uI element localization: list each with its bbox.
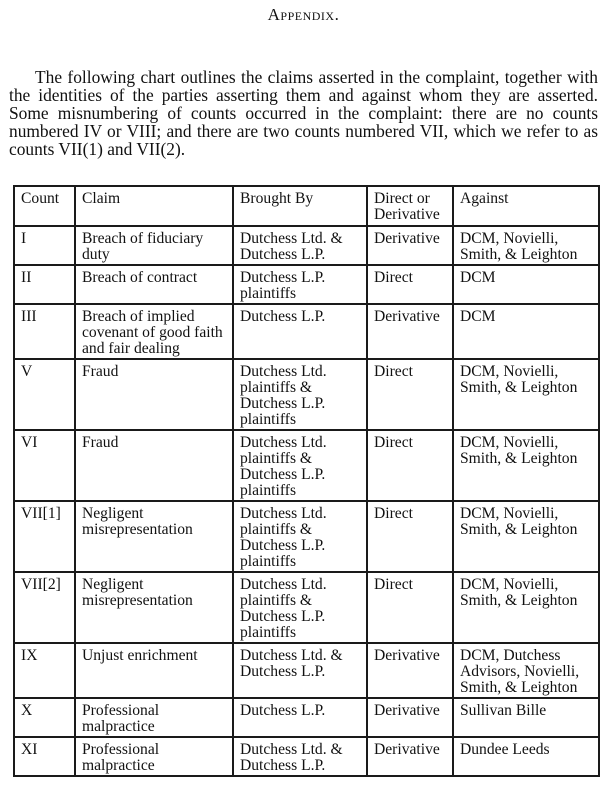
cell-brought-by: Dutchess Ltd. & Dutchess L.P.: [233, 737, 367, 776]
table-body: [14, 226, 599, 776]
cell-brought-by: Dutchess Ltd. plaintiffs & Dutchess L.P. plaintiffs: [233, 430, 367, 501]
cell-type: Direct: [367, 265, 453, 304]
cell-against: DCM, Novielli, Smith, & Leighton: [453, 359, 599, 430]
cell-count: XI: [14, 737, 75, 776]
table-row: [14, 643, 599, 698]
cell-claim: Breach of contract: [75, 265, 233, 304]
cell-brought-by: Dutchess Ltd. plaintiffs & Dutchess L.P. plaintiffs: [233, 359, 367, 430]
cell-brought-by: Dutchess Ltd. & Dutchess L.P.: [233, 226, 367, 265]
cell-against: DCM, Novielli, Smith, & Leighton: [453, 501, 599, 572]
header-against: Against: [453, 186, 599, 226]
cell-count: I: [14, 226, 75, 265]
header-direct-or-derivative: Direct or Derivative: [367, 186, 453, 226]
header-count: Count: [14, 186, 75, 226]
cell-count: IX: [14, 643, 75, 698]
cell-claim: Professional malpractice: [75, 698, 233, 737]
cell-claim: Fraud: [75, 430, 233, 501]
claims-table: [13, 185, 600, 777]
table-row: [14, 430, 599, 501]
cell-type: Derivative: [367, 737, 453, 776]
cell-against: DCM, Novielli, Smith, & Leighton: [453, 430, 599, 501]
cell-brought-by: Dutchess Ltd. plaintiffs & Dutchess L.P. plaintiffs: [233, 501, 367, 572]
cell-count: VII[1]: [14, 501, 75, 572]
appendix-heading: Appendix.: [267, 5, 340, 24]
table-row: [14, 359, 599, 430]
table-row: [14, 698, 599, 737]
cell-count: V: [14, 359, 75, 430]
cell-brought-by: Dutchess L.P.: [233, 304, 367, 359]
table-row: [14, 737, 599, 776]
table-row: [14, 304, 599, 359]
cell-claim: Fraud: [75, 359, 233, 430]
cell-type: Derivative: [367, 304, 453, 359]
cell-count: III: [14, 304, 75, 359]
header-row: [14, 186, 599, 226]
cell-against: DCM: [453, 304, 599, 359]
table-header: [14, 186, 599, 226]
cell-type: Direct: [367, 572, 453, 643]
cell-count: VII[2]: [14, 572, 75, 643]
cell-type: Direct: [367, 501, 453, 572]
header-claim: Claim: [75, 186, 233, 226]
cell-against: DCM, Novielli, Smith, & Leighton: [453, 226, 599, 265]
cell-claim: Unjust enrichment: [75, 643, 233, 698]
cell-type: Derivative: [367, 226, 453, 265]
table-row: [14, 226, 599, 265]
cell-claim: Professional malpractice: [75, 737, 233, 776]
cell-against: Dundee Leeds: [453, 737, 599, 776]
cell-against: DCM: [453, 265, 599, 304]
cell-against: DCM, Dutchess Advisors, Novielli, Smith, & Leighton: [453, 643, 599, 698]
cell-brought-by: Dutchess L.P. plaintiffs: [233, 265, 367, 304]
cell-brought-by: Dutchess L.P.: [233, 698, 367, 737]
cell-brought-by: Dutchess Ltd. & Dutchess L.P.: [233, 643, 367, 698]
intro-paragraph: The following chart outlines the claims asserted in the complaint, together with the identities of the parties asserting them and against whom they are asserted. Some misnumbering of counts occurred in the complaint: there are no counts numbered IV or VIII; and there are two counts numbered VII, which we refer to as counts VII(1) and VII(2).: [9, 67, 598, 159]
cell-type: Derivative: [367, 643, 453, 698]
header-brought-by: Brought By: [233, 186, 367, 226]
cell-claim: Negligent misrepresentation: [75, 501, 233, 572]
table-row: [14, 572, 599, 643]
cell-claim: Negligent misrepresentation: [75, 572, 233, 643]
cell-count: X: [14, 698, 75, 737]
cell-count: VI: [14, 430, 75, 501]
cell-claim: Breach of implied covenant of good faith and fair dealing: [75, 304, 233, 359]
cell-type: Direct: [367, 359, 453, 430]
cell-type: Direct: [367, 430, 453, 501]
cell-against: DCM, Novielli, Smith, & Leighton: [453, 572, 599, 643]
table-row: [14, 265, 599, 304]
table-row: [14, 501, 599, 572]
cell-against: Sullivan Bille: [453, 698, 599, 737]
cell-brought-by: Dutchess Ltd. plaintiffs & Dutchess L.P. plaintiffs: [233, 572, 367, 643]
cell-count: II: [14, 265, 75, 304]
cell-claim: Breach of fiduciary duty: [75, 226, 233, 265]
cell-type: Derivative: [367, 698, 453, 737]
